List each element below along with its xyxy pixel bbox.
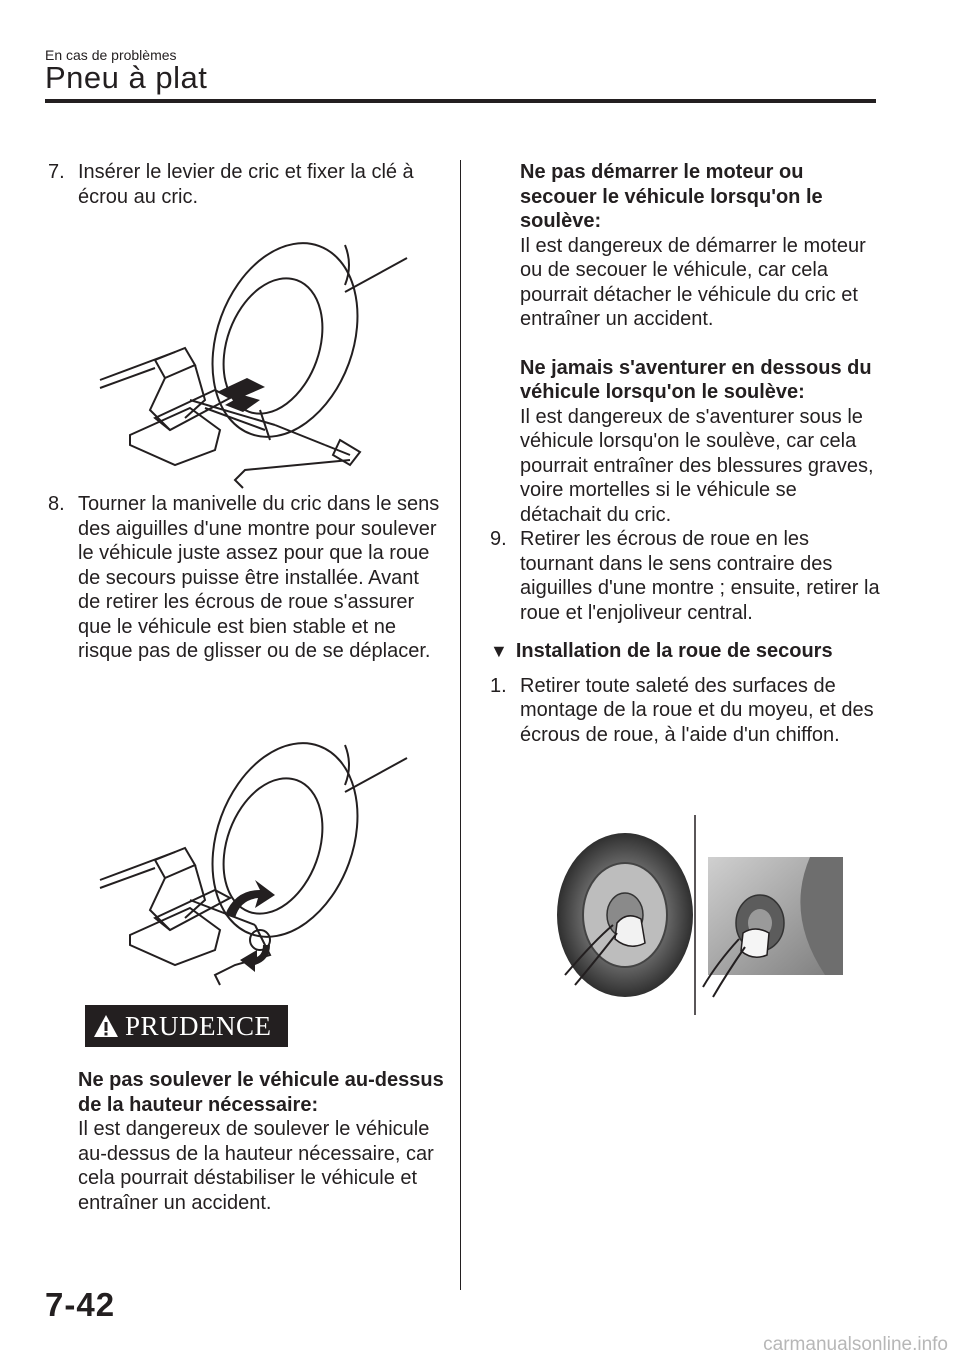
page-number: 7-42 [45,1286,116,1323]
step-text: Insérer le levier de cric et fixer la clé à écrou au cric. [78,161,414,208]
caution-heading: Ne pas soulever le véhicule au-dessus de la hauteur nécessaire: [78,1069,444,1116]
right-column [490,160,882,747]
prudence-label: PRUDENCE [125,1010,272,1041]
caution-heading: Ne pas démarrer le moteur ou secouer le véhicule lorsqu'on le soulève: [520,161,823,232]
step-text: Retirer les écrous de roue en les tournant dans le sens contraire des aiguilles d'une montre ; ensuite, retirer la roue et l'enjoliveur central. [520,528,880,624]
jack-crank-illustration [95,740,415,990]
subheading-text: Installation de la roue de secours [515,640,833,662]
step-8 [48,492,440,664]
triangle-down-icon: ▼ [490,641,508,661]
warning-icon [93,1014,119,1038]
section-label: En cas de problèmes [45,47,177,63]
prudence-badge [85,1005,288,1047]
step-text: Tourner la manivelle du cric dans le sens des aiguilles d'une montre pour soulever le véhicule juste assez pour que la roue de secours puisse être installée. Avant de retirer les écrous de roue s'assurer que le véhicule est bien stable et ne risque pas de glisser ou de se déplacer. [78,493,440,662]
caution-body: Il est dangereux de s'aventurer sous le véhicule lorsqu'on le soulève, car cela pourrait entraîner des blessures graves, voire mortelles si le véhicule se détachait du cric. [520,405,874,526]
left-column-step7 [48,160,440,209]
watermark: carmanualsonline.info [763,1334,948,1355]
step-number: 1. [490,674,507,697]
caution-lift-height [78,1068,448,1215]
column-divider [460,160,461,1290]
step-text: Retirer toute saleté des surfaces de montage de la roue et du moyeu, et des écrous de roue, à l'aide d'un chiffon. [520,674,874,746]
page-title: Pneu à plat [45,60,208,95]
step-number: 8. [48,493,65,515]
caution-body: Il est dangereux de démarrer le moteur ou de secouer le véhicule, car cela pourrait détacher le véhicule du cric et entraîner un accident. [520,234,866,330]
jack-lever-illustration [95,240,415,490]
caution-under-vehicle [490,356,882,528]
step-number: 7. [48,161,65,183]
step-number: 9. [490,528,507,550]
caution-body: Il est dangereux de soulever le véhicule au-dessus de la hauteur nécessaire, car cela pourrait déstabiliser le véhicule et entraîner un accident. [78,1118,434,1214]
cleaning-wheel-hub-illustration [555,815,845,1015]
header-rule [45,99,876,103]
left-column-step8 [48,492,440,664]
section-subheading [490,639,882,664]
caution-engine [490,160,882,332]
step-9 [490,527,882,625]
step-1 [490,674,882,748]
caution-heading: Ne jamais s'aventurer en dessous du véhicule lorsqu'on le soulève: [520,356,872,403]
step-7 [48,160,440,209]
